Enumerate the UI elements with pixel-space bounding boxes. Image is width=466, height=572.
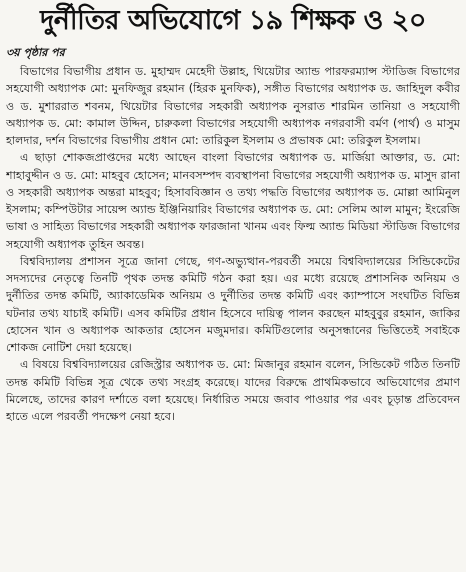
- article-body: [6, 63, 460, 568]
- paragraph-3: বিশ্ববিদ্যালয় প্রশাসন সূত্রে জানা গেছে, গণ-অভ্যুত্থান-পরবর্তী সময়ে বিশ্ববিদ্যালয়ের সিন্ডিকেটের সদস্যদের নেতৃত্বে তিনটি পৃথক তদন্ত কমিটি গঠন করা হয়। এর মধ্যে রয়েছে প্রশাসনিক অনিয়ম ও দুর্নীতির তদন্ত কমিটি, অ্যাকাডেমিক অনিয়ম ও দুর্নীতির তদন্ত কমিটি এবং ক্যাম্পাসে সংঘটিত বিভিন্ন ঘটনার তথ্য যাচাই কমিটি। এসব কমিটির প্রধান হিসেবে দায়িত্ব পালন করছেন মাহবুবুর রহমান, জাকির হোসেন খান ও অধ্যাপক আকতার হোসেন মজুমদার। কমিটিগুলোর অনুসন্ধানের ভিত্তিতেই সবাইকে শোকজ নোটিশ দেয়া হয়েছে।: [6, 254, 460, 354]
- paragraph-1: বিভাগের বিভাগীয় প্রধান ড. মুহাম্মদ মেহেদী উল্লাহ, থিয়েটার অ্যান্ড পারফরম্যান্স স্টাডিজ বিভাগের সহযোগী অধ্যাপক মো: মুনফিজুর রহমান (হিরক মুনফিক), সঙ্গীত বিভাগের অধ্যাপক ড. জাহিদুল কবীর ও ড. মুশাররাত শবনম, থিয়েটার বিভাগের সহকারী অধ্যাপক নুসরাত শারমিন তানিয়া ও সহযোগী অধ্যাপক ড. মো: কামাল উদ্দিন, চারুকলা বিভাগের সহযোগী অধ্যাপক নগরবাসী বর্মণ (পার্থ) ও মাসুম হালদার, দর্শন বিভাগের বিভাগীয় প্রধান মো: তারিকুল ইসলাম ও প্রভাষক মো: তরিকুল ইসলাম।: [6, 65, 460, 147]
- paragraph-4: এ বিষয়ে বিশ্ববিদ্যালয়ের রেজিস্ট্রার অধ্যাপক ড. মো: মিজানুর রহমান বলেন, সিন্ডিকেট গঠিত তিনটি তদন্ত কমিটি বিভিন্ন সূত্র থেকে তথ্য সংগ্রহ করেছে। যাদের বিরুদ্ধে প্রাথমিকভাবে অভিযোগের প্রমাণ মিলেছে, তাদের কারণ দর্শাতে বলা হয়েছে। নির্ধারিত সময়ে জবাব পাওয়ার পর এবং চূড়ান্ত প্রতিবেদন হাতে এলে পরবর্তী পদক্ষেপ নেয়া হবে।: [6, 358, 460, 423]
- article-headline: দুর্নীতির অভিযোগে ১৯ শিক্ষক ও ২০: [40, 5, 426, 36]
- paragraph-2: এ ছাড়া শোকজপ্রাপ্তদের মধ্যে আছেন বাংলা বিভাগের অধ্যাপক ড. মার্জিয়া আক্তার, ড. মো: শাহাবুদ্দীন ও ড. মো: মাহবুব হোসেন; মানবসম্পদ ব্যবস্থাপনা বিভাগের সহযোগী অধ্যাপক ড. মাসুদ রানা ও সহকারী অধ্যাপক অন্তরা মাহবুব; হিসাববিজ্ঞান ও তথ্য পদ্ধতি বিভাগের অধ্যাপক ড. মোল্লা আমিনুল ইসলাম; কম্পিউটার সায়েন্স অ্যান্ড ইঞ্জিনিয়ারিং বিভাগের অধ্যাপক ড. মো: সেলিম আল মামুন; ইংরেজি ভাষা ও সাহিত্য বিভাগের সহকারী অধ্যাপক ফারজানা খানম এবং ফিল্ম অ্যান্ড মিডিয়া স্টাডিজ বিভাগের সহযোগী অধ্যাপক তুহিন অবন্ত।: [6, 151, 460, 251]
- continued-from-label: ৩য় পৃষ্ঠার পর: [6, 46, 65, 59]
